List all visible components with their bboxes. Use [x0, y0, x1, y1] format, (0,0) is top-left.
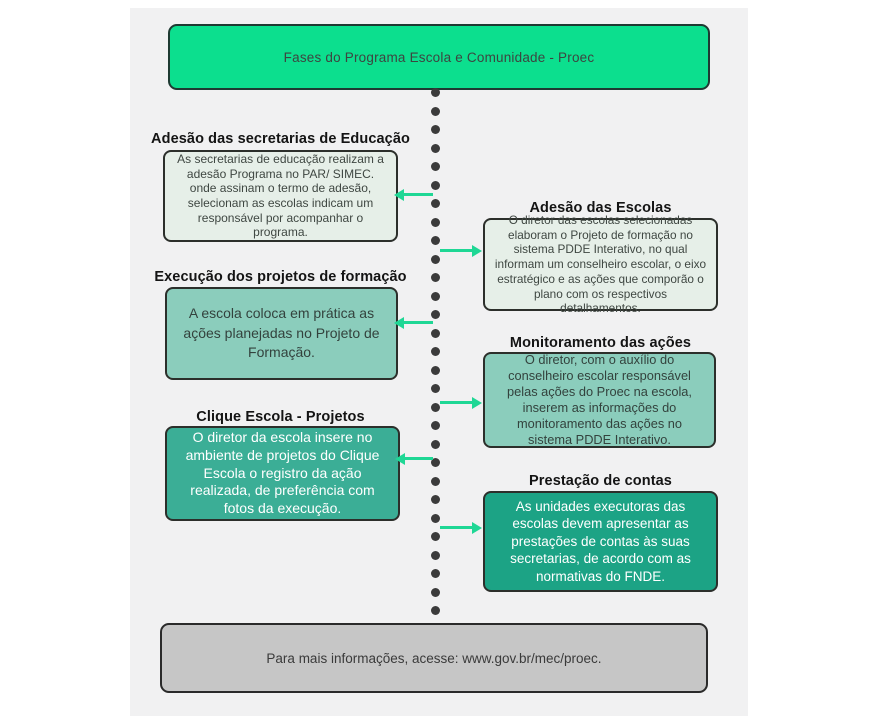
connector-arrow-left-3: [404, 457, 433, 460]
timeline-dot: [431, 569, 440, 578]
phase-heading-monitoramento: Monitoramento das ações: [509, 335, 692, 351]
footer-text: Para mais informações, acesse: www.gov.br/mec/proec.: [266, 650, 602, 666]
timeline-dot: [431, 236, 440, 245]
timeline-dot: [431, 440, 440, 449]
footer-banner: [160, 623, 708, 693]
timeline-dot: [431, 421, 440, 430]
phase-body-adesao-secretarias: As secretarias de educação realizam a adesão Programa no PAR/ SIMEC. onde assinam o termo de adesão, selecionam as escolas indicam um responsável por acompanhar o programa.: [177, 152, 384, 240]
timeline-dot: [431, 273, 440, 282]
connector-arrow-left-2: [403, 321, 433, 324]
timeline-dot: [431, 107, 440, 116]
page-title: Fases do Programa Escola e Comunidade - Proec: [283, 49, 595, 65]
title-banner: [168, 24, 710, 90]
timeline-dot: [431, 162, 440, 171]
connector-arrow-left-1: [403, 193, 433, 196]
timeline-dotted-line: [431, 88, 440, 634]
connector-arrow-right-2: [440, 401, 473, 404]
phase-body-prestacao-contas: As unidades executoras das escolas devem apresentar as prestações de contas às suas secretarias, de acordo com as normativas do FNDE.: [510, 498, 691, 584]
timeline-dot: [431, 125, 440, 134]
timeline-dot: [431, 310, 440, 319]
phase-box-execucao-projetos: [165, 287, 398, 380]
phase-heading-adesao-secretarias: Adesão das secretarias de Educação: [151, 131, 410, 147]
phase-body-adesao-escolas: O diretor das escolas selecionadas elaboram o Projeto de formação no sistema PDDE Interativo, no qual informam um conselheiro escolar, o eixo estratégico e as ações que comporão o plano com os respectivos detalhamentos.: [494, 212, 707, 316]
timeline-dot: [431, 606, 440, 615]
timeline-dot: [431, 292, 440, 301]
timeline-dot: [431, 255, 440, 264]
timeline-dot: [431, 532, 440, 541]
timeline-dot: [431, 403, 440, 412]
timeline-dot: [431, 366, 440, 375]
timeline-dot: [431, 477, 440, 486]
timeline-dot: [431, 144, 440, 153]
timeline-dot: [431, 514, 440, 523]
phase-heading-execucao-projetos: Execução dos projetos de formação: [154, 269, 407, 285]
timeline-dot: [431, 199, 440, 208]
phase-heading-prestacao-contas: Prestação de contas: [529, 473, 672, 489]
timeline-dot: [431, 495, 440, 504]
connector-arrow-right-1: [440, 249, 473, 252]
phase-box-adesao-secretarias: [163, 150, 398, 242]
connector-arrow-right-3: [440, 526, 473, 529]
phase-body-execucao-projetos: A escola coloca em prática as ações planejadas no Projeto de Formação.: [183, 305, 380, 361]
phase-box-prestacao-contas: [483, 491, 718, 592]
timeline-dot: [431, 551, 440, 560]
timeline-dot: [431, 329, 440, 338]
phase-heading-adesao-escolas: Adesão das Escolas: [529, 200, 672, 216]
timeline-dot: [431, 588, 440, 597]
timeline-dot: [431, 384, 440, 393]
timeline-dot: [431, 181, 440, 190]
phase-body-clique-escola: O diretor da escola insere no ambiente de projetos do Clique Escola o registro da ação realizada, de preferência com fotos da execução.: [185, 428, 380, 517]
timeline-dot: [431, 347, 440, 356]
timeline-dot: [431, 218, 440, 227]
phase-box-clique-escola: [165, 426, 400, 521]
timeline-dot: [431, 88, 440, 97]
phase-box-monitoramento: [483, 352, 716, 448]
phase-box-adesao-escolas: [483, 212, 718, 316]
phase-heading-clique-escola: Clique Escola - Projetos: [196, 409, 365, 425]
phase-body-monitoramento: O diretor, com o auxílio do conselheiro escolar responsável pelas ações do Proec na escola, inserem as informações do monitoramento das ações no sistema PDDE Interativo.: [507, 352, 692, 447]
